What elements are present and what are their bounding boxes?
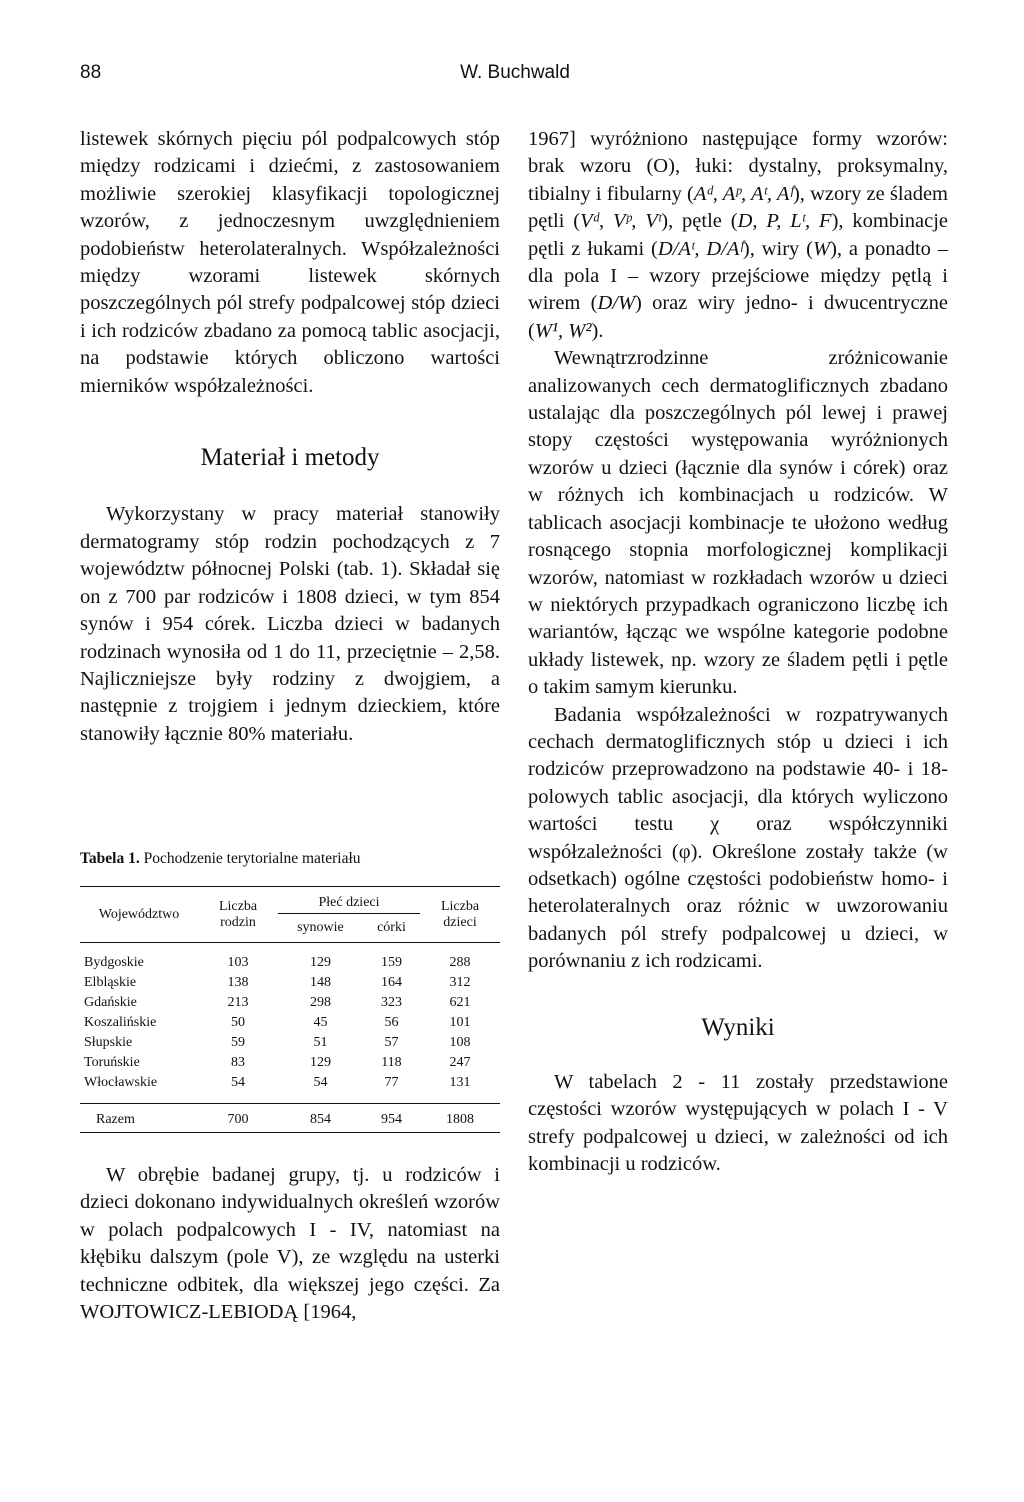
table-row: [80, 1053, 500, 1073]
cell-voivodeship: Włocławskie: [80, 1073, 198, 1104]
cell-families: 103: [227, 955, 249, 970]
text-run: ), wiry (: [742, 237, 813, 260]
cell-children: 101: [449, 1015, 471, 1030]
left-column-top: [80, 126, 500, 748]
col-header-sex-group: Płeć dzieci: [278, 887, 420, 914]
cell-voivodeship: Słupskie: [84, 1035, 133, 1050]
cell-daughters: 77: [363, 1073, 420, 1104]
text-run: ) oraz wiry jedno- i dwucentryczne (: [528, 292, 948, 342]
cell-total-daughters: 954: [363, 1104, 420, 1133]
cell-sons: 129: [309, 1055, 331, 1070]
cell-total-sons: 854: [278, 1104, 363, 1133]
cell-sons: 129: [309, 955, 331, 970]
association-paragraph: Badania współzależności w rozpatrywanych cechach dermatoglificznych stóp u dzieci i ich rodziców przeprowadzono na podstawie 40- i 18-polowych tablic asocjacji, dla których wyliczono wartości testu χ oraz współczynniki współzależności (φ). Określone zostały także (w odsetkach) ogólne częstości podobieństw homo- i heterolateralnych oraz różnic w uwzorowaniu badanych pól strefy podpalcowej u dzieci, w porównaniu z ich rodzicami.: [528, 703, 948, 973]
page-header: [80, 62, 950, 92]
pattern-forms-paragraph: [528, 126, 948, 345]
cell-total-label: Razem: [80, 1104, 198, 1133]
running-head-author: W. Buchwald: [460, 62, 570, 83]
cell-daughters: 118: [381, 1055, 402, 1070]
territorial-origin-table: [80, 886, 500, 1133]
cell-children: 131: [420, 1073, 500, 1104]
section-heading-methods: Materiał i metody: [200, 444, 380, 472]
cell-sons: 54: [278, 1073, 363, 1104]
cell-daughters: 56: [384, 1015, 399, 1030]
cell-children: 288: [449, 955, 471, 970]
text-run: ), wzory ze śladem pętli (: [528, 182, 948, 233]
table-title: Pochodzenie terytorialne materiału: [143, 850, 361, 867]
cell-voivodeship: Koszalińskie: [84, 1015, 157, 1030]
cell-families: 138: [227, 975, 249, 990]
cell-sons: 148: [309, 975, 331, 990]
table-total-row: [80, 1104, 500, 1133]
cell-families: 54: [198, 1073, 278, 1104]
page-number: 88: [80, 62, 102, 83]
text-run: 1967] wyróżniono następujące formy wzorów: brak wzoru (O), łuki: dystalny, proksymalny, tibialny i fibularny (: [528, 128, 948, 205]
formula-loop-arch: D/Aᵗ, D/Aᶠ: [657, 237, 743, 260]
col-header-daughters: córki: [363, 914, 420, 943]
table-row: [80, 1073, 500, 1104]
text-run: ).: [591, 319, 604, 342]
formula-loop-traces: Vᵈ, Vᵖ, Vᵗ: [580, 210, 662, 233]
table-row: [80, 993, 500, 1013]
cell-total-families: 700: [198, 1104, 278, 1133]
text-run: ), kombinacje pętli z łukami (: [528, 210, 948, 260]
col-header-voivodeship: Województwo: [80, 887, 198, 943]
cell-families: 213: [227, 995, 249, 1010]
cell-sons: 51: [313, 1035, 328, 1050]
sampling-paragraph: W obrębie badanej grupy, tj. u rodziców i dzieci dokonano indywidualnych określeń wzorów w polach podpalcowych I - IV, natomiast na kłębiku dalszym (pole V), ze względu na usterki techniczne odbitek, dla większej jego części. Za WOJTOWICZ-LEBIODĄ [1964,: [80, 1164, 500, 1324]
cell-daughters: 57: [384, 1035, 399, 1050]
text-run: ), a ponadto – dla pola I – wzory przejściowe między pętlą i wirem (: [528, 237, 948, 315]
col-header-sons: synowie: [278, 914, 363, 943]
formula-transitional: D/W: [597, 292, 636, 315]
cell-families: 59: [231, 1035, 245, 1050]
cell-voivodeship: Toruńskie: [84, 1055, 140, 1070]
cell-sons: 298: [309, 995, 331, 1010]
cell-voivodeship: Elbląskie: [84, 975, 137, 990]
cell-children: 312: [449, 975, 471, 990]
formula-loops: D, P, Lᵗ, F: [737, 210, 832, 233]
table-label: Tabela 1.: [80, 850, 140, 867]
cell-total-children: 1808: [420, 1104, 500, 1133]
cell-sons: 45: [313, 1015, 328, 1030]
text-run: ), pętle (: [661, 210, 738, 233]
table-row: [80, 973, 500, 993]
results-paragraph: W tabelach 2 - 11 zostały przedstawione częstości wzorów występujących w polach I - V strefy podpalcowej u dzieci, w zależności od ich kombinacji u rodziców.: [528, 1071, 948, 1176]
cell-children: 621: [449, 995, 471, 1010]
methods-paragraph: Wykorzystany w pracy materiał stanowiły dermatogramy stóp rodzin pochodzących z 7 województw północnej Polski (tab. 1). Składał się on z 700 par rodziców i 1808 dzieci, w tym 854 synów i 954 córek. Liczba dzieci w badanych rodzinach wynosiła od 1 do 11, przeciętnie – 2,58. Najliczniejsze były rodziny z dwojgiem, a następnie z trojgiem i jednym dzieckiem, które stanowiły łącznie 80% materiału.: [80, 503, 500, 745]
col-header-families: Liczba rodzin: [198, 887, 278, 943]
cell-voivodeship: Gdańskie: [84, 995, 137, 1010]
formula-whorl: W: [813, 237, 831, 260]
left-column-bottom: [80, 1162, 500, 1326]
table-row: [80, 1013, 500, 1033]
cell-children: 247: [449, 1055, 471, 1070]
right-column: [528, 126, 948, 1179]
cell-families: 50: [231, 1015, 245, 1030]
cell-daughters: 159: [380, 955, 402, 970]
cell-daughters: 164: [380, 975, 402, 990]
table-caption: [80, 850, 500, 868]
cell-families: 83: [231, 1055, 245, 1070]
cell-daughters: 323: [380, 995, 402, 1010]
formula-arches: Aᵈ, Aᵖ, Aᵗ, Aᶠ: [693, 182, 793, 205]
cell-children: 108: [449, 1035, 471, 1050]
table-row: [80, 943, 500, 974]
formula-centric-whorls: W¹, W²: [534, 319, 592, 342]
intro-paragraph: listewek skórnych pięciu pól podpalcowych stóp między rodzicami i dziećmi, z zastosowaniem możliwie szerokiej klasyfikacji topologicznej wzorów, z jednoczesnym uwzględnieniem podobieństw heterolateralnych. Współzależności między wzorami listewek skórnych poszczególnych pól strefy podpalcowej stóp dzieci i ich rodziców zbadano za pomocą tablic asocjacji, na podstawie których obliczono wartości mierników współzależności.: [80, 128, 500, 397]
section-heading-results: Wyniki: [701, 1013, 775, 1041]
col-header-children: Liczba dzieci: [420, 887, 500, 943]
intrafamily-paragraph: Wewnątrzrodzinne zróżnicowanie analizowanych cech dermatoglificznych zbadano ustalając dla poszczególnych pól lewej i prawej stopy częstości występowania wyróżnionych wzorów u dzieci (łącznie dla synów i córek) oraz w różnych ich kombinacjach u rodziców. W tablicach asocjacji kombinacje te ułożono według rosnącego stopnia morfologicznej komplikacji wzorów, natomiast w rozkładach wzorów u dzieci w niektórych przypadkach ograniczono liczbę ich wariantów, łącząc we wspólne kategorie podobne układy listewek, np. wzory ze śladem pętli i pętle o takim samym kierunku.: [528, 347, 948, 699]
cell-voivodeship: Bydgoskie: [84, 955, 144, 970]
table-row: [80, 1033, 500, 1053]
